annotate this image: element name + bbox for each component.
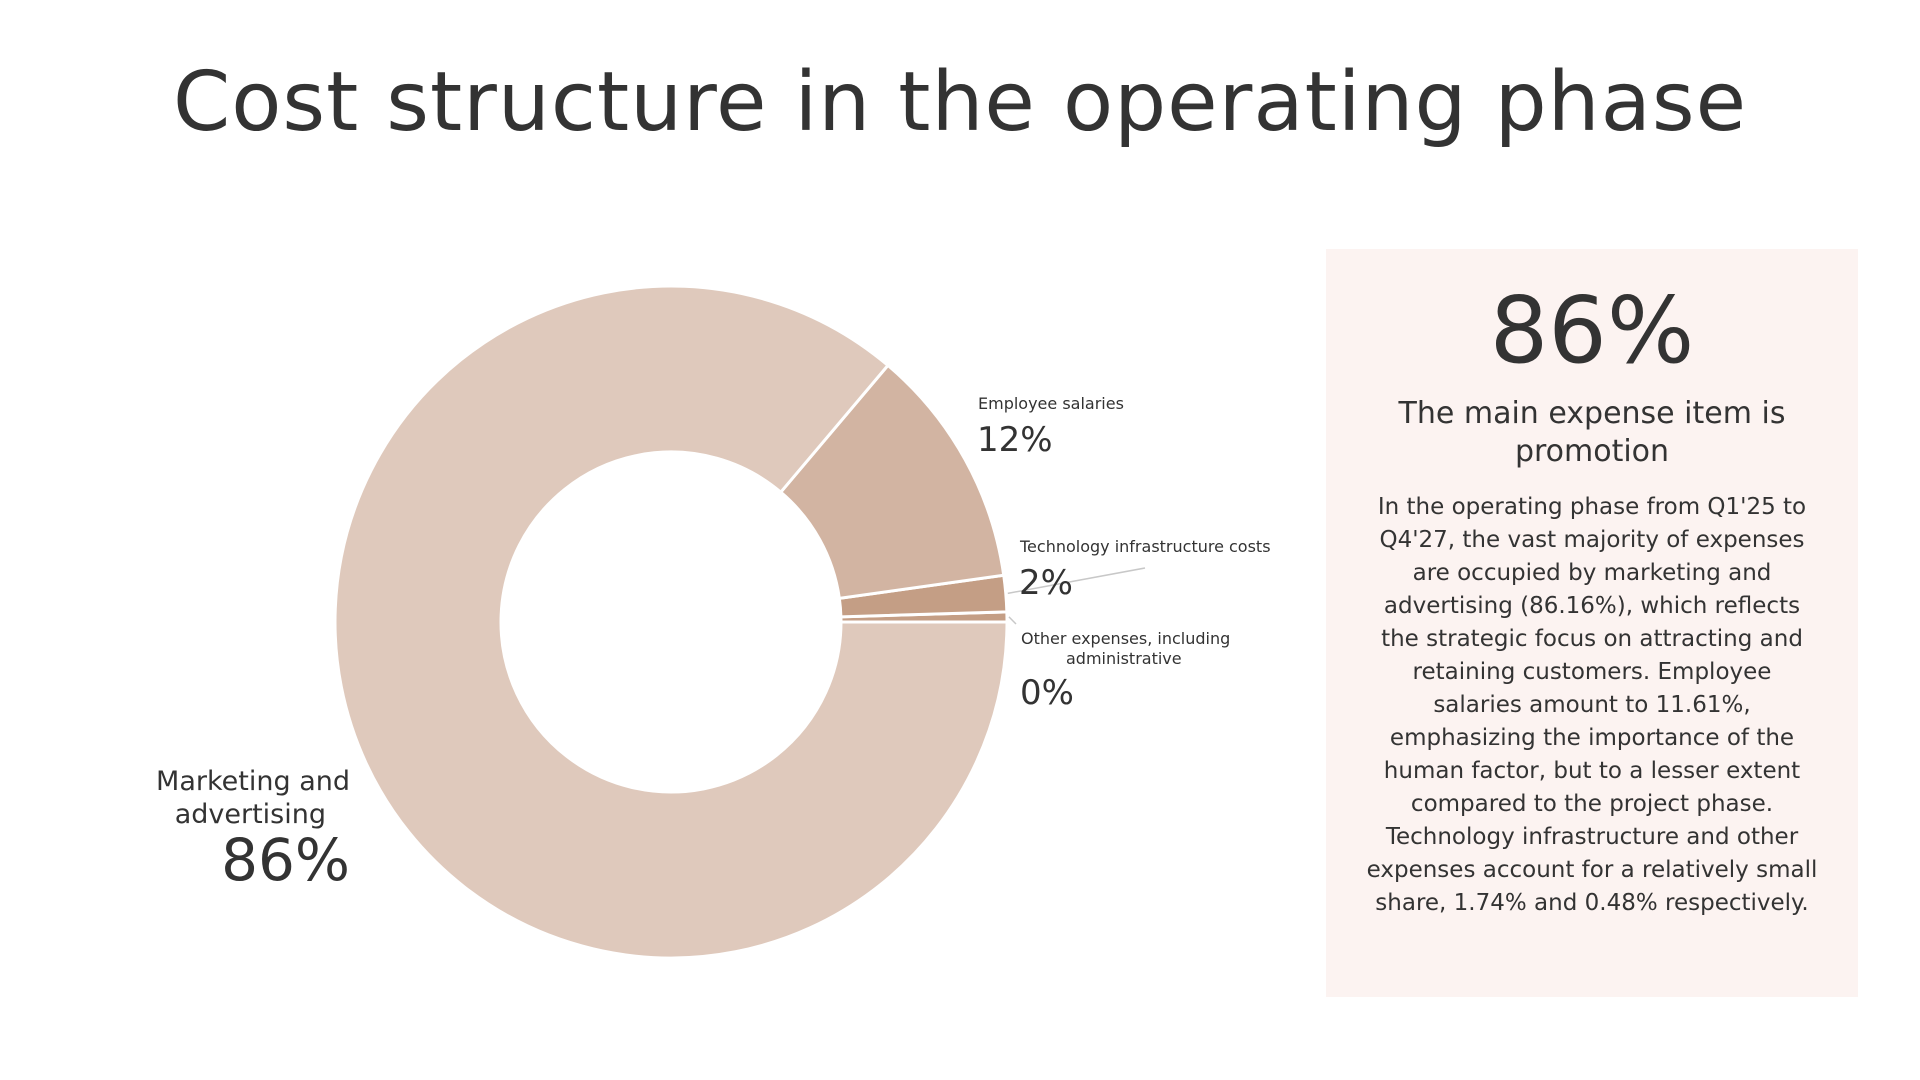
slice-label-other-expenses-line-1: Other expenses, including — [1021, 629, 1231, 648]
panel-big-value: 86% — [1489, 277, 1695, 384]
slice-value-employee-salaries: 12% — [977, 420, 1053, 460]
slice-label-employee-salaries: Employee salaries — [978, 394, 1124, 413]
slice-label-marketing-line-2: advertising — [174, 799, 326, 830]
panel-heading: The main expense item is promotion — [1398, 396, 1786, 469]
slice-value-technology-infrastructure: 2% — [1019, 563, 1073, 603]
summary-panel — [1326, 249, 1858, 997]
slice-value-marketing: 86% — [221, 826, 350, 894]
slice-label-technology-infrastructure: Technology infrastructure costs — [1020, 537, 1271, 556]
donut-slices — [335, 286, 1007, 958]
slice-label-other-expenses-line-2: administrative — [1066, 649, 1182, 668]
leader-line-other-expenses — [1009, 617, 1016, 624]
panel-body-text: In the operating phase from Q1'25 to Q4'27, the vast majority of expenses are occupied by marketing and advertising (86.16%), which reflects the strategic focus on attracting and retaining customers. Employee salaries amount to 11.61%, emphasizing the importance of the human factor, but to a lesser extent compared to the project phase. Technology infrastructure and other expenses account for a relatively small share, 1.74% and 0.48% respectively. — [1366, 494, 1818, 916]
page-title: Cost structure in the operating phase — [172, 55, 1748, 150]
slice-value-other-expenses: 0% — [1020, 673, 1074, 713]
slice-label-marketing-line-1: Marketing and — [156, 766, 350, 797]
